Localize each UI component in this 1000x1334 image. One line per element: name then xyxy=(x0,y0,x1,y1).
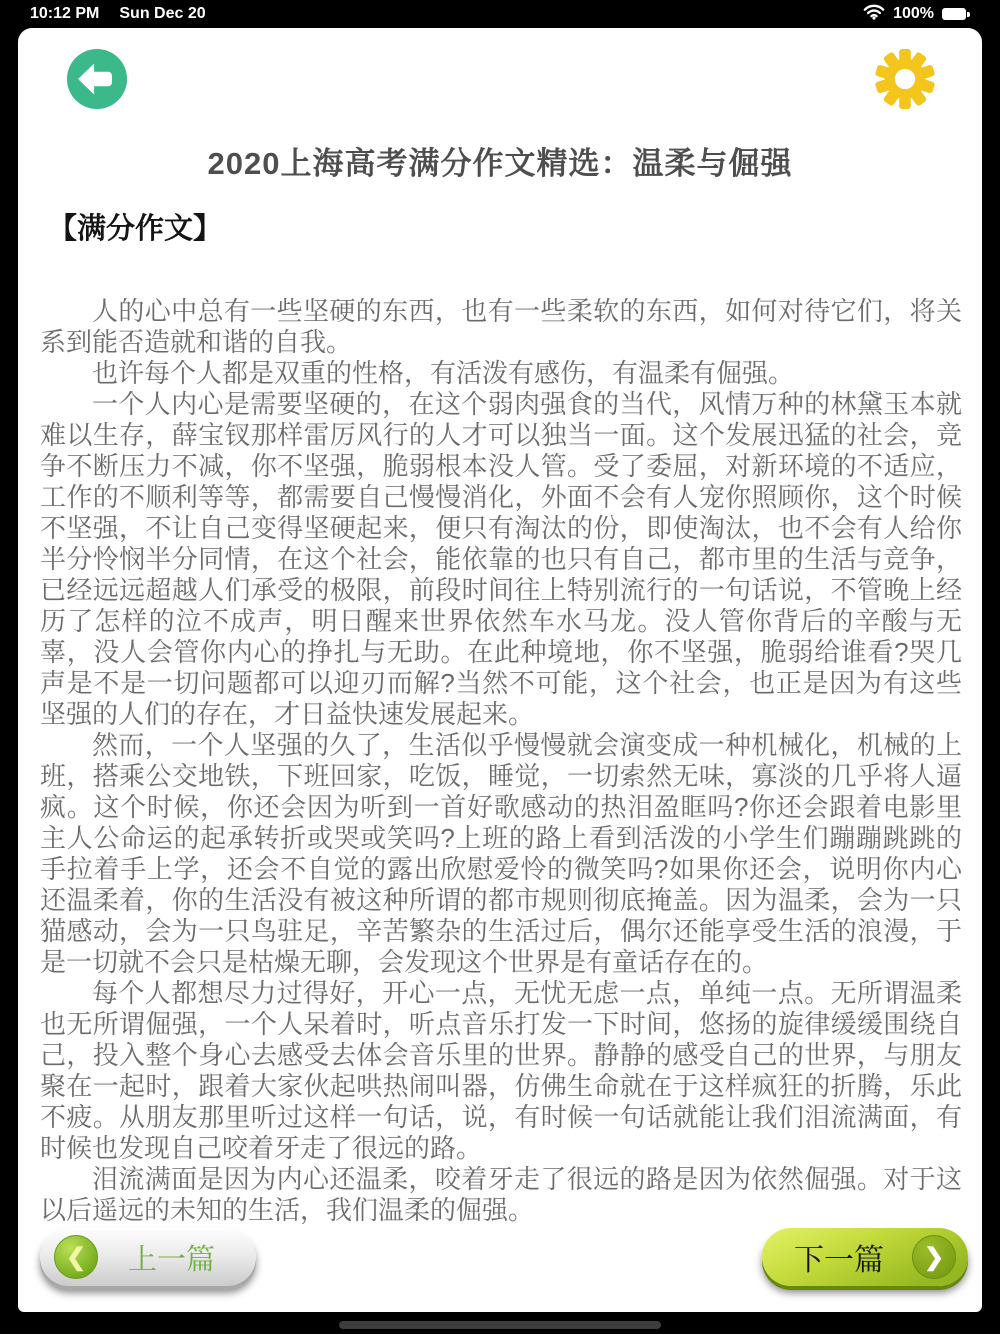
status-left xyxy=(30,5,206,23)
essay-paragraph: 每个人都想尽力过得好，开心一点，无忧无虑一点，单纯一点。无所谓温柔也无所谓倔强，一个人呆着时，听点音乐打发一下时间，悠扬的旋律缓缓围绕自己，投入整个身心去感受去体会音乐里的世界。静静的感受自己的世界，与朋友聚在一起时，跟着大家伙起哄热闹叫器，仿佛生命就在于这样疯狂的折腾，乐此不疲。从朋友那里听过这样一句话，说，有时候一句话就能让我们泪流满面，有时候也发现自己咬着牙走了很远的路。 xyxy=(40,978,962,1163)
essay-paragraph: 一个人内心是需要坚硬的，在这个弱肉强食的当代，风情万种的林黛玉本就难以生存，薛宝钗那样雷厉风行的人才可以独当一面。这个发展迅猛的社会，竞争不断压力不减，你不坚强，脆弱根本没人管。受了委屈，对新环境的不适应，工作的不顺利等等，都需要自己慢慢消化，外面不会有人宠你照顾你，这个时候不坚强，不让自己变得坚硬起来，便只有淘汰的份，即使淘汰，也不会有人给你半分怜悯半分同情，在这个社会，能依靠的也只有自己，都市里的生活与竞争，已经远远超越人们承受的极限，前段时间往上特别流行的一句话说，不管晚上经历了怎样的泣不成声，明日醒来世界依然车水马龙。没人管你背后的辛酸与无辜，没人会管你内心的挣扎与无助。在此种境地，你不坚强，脆弱给谁看?哭几声是不是一切问题都可以迎刃而解?当然不可能，这个社会，也正是因为有这些坚强的人们的存在，才日益快速发展起来。 xyxy=(40,389,962,729)
status-right xyxy=(863,3,970,25)
wifi-icon xyxy=(863,3,885,25)
chevron-left-icon: ❮ xyxy=(54,1235,98,1279)
next-article-label: 下一篇 xyxy=(794,1244,884,1277)
section-label: 【满分作文】 xyxy=(48,213,223,245)
gear-icon xyxy=(874,98,936,113)
battery-full-icon xyxy=(942,8,970,20)
page-title: 2020上海高考满分作文精选：温柔与倔强 xyxy=(207,146,793,181)
essay-body xyxy=(40,296,962,1226)
clock: 10:12 PM xyxy=(30,5,100,22)
status-bar xyxy=(0,0,1000,28)
next-article-button[interactable] xyxy=(762,1228,968,1286)
settings-button[interactable] xyxy=(874,48,936,110)
essay-paragraph: 也许每个人都是双重的性格，有活泼有感伤，有温柔有倔强。 xyxy=(92,358,795,388)
content-card xyxy=(18,28,982,1312)
battery-percent: 100% xyxy=(893,5,934,22)
arrow-left-icon xyxy=(66,98,128,113)
previous-article-label: 上一篇 xyxy=(128,1243,216,1276)
date: Sun Dec 20 xyxy=(119,5,206,22)
essay-paragraph: 然而，一个人坚强的久了，生活似乎慢慢就会演变成一种机械化，机械的上班，搭乘公交地铁，下班回家，吃饭，睡觉，一切索然无味，寡淡的几乎将人逼疯。这个时候，你还会因为听到一首好歌感动的热泪盈眶吗?你还会跟着电影里主人公命运的起承转折或哭或笑吗?上班的路上看到活泼的小学生们蹦蹦跳跳的手拉着手上学，还会不自觉的露出欣慰爱怜的微笑吗?如果你还会，说明你内心还温柔着，你的生活没有被这种所谓的都市规则彻底掩盖。因为温柔，会为一只猫感动，会为一只鸟驻足，辛苦繁杂的生活过后，偶尔还能享受生活的浪漫，于是一切就不会只是枯燥无聊，会发现这个世界是有童话存在的。 xyxy=(40,730,962,977)
chevron-right-icon: ❯ xyxy=(912,1235,956,1279)
essay-paragraph: 人的心中总有一些坚硬的东西，也有一些柔软的东西，如何对待它们，将关系到能否造就和谐的自我。 xyxy=(40,296,962,357)
bottom-nav xyxy=(40,1228,968,1286)
previous-article-button[interactable] xyxy=(40,1228,256,1286)
home-indicator[interactable] xyxy=(339,1321,661,1329)
essay-paragraph: 泪流满面是因为内心还温柔，咬着牙走了很远的路是因为依然倔强。对于这以后遥远的未知的生活，我们温柔的倔强。 xyxy=(40,1164,962,1225)
back-button[interactable] xyxy=(66,48,128,110)
